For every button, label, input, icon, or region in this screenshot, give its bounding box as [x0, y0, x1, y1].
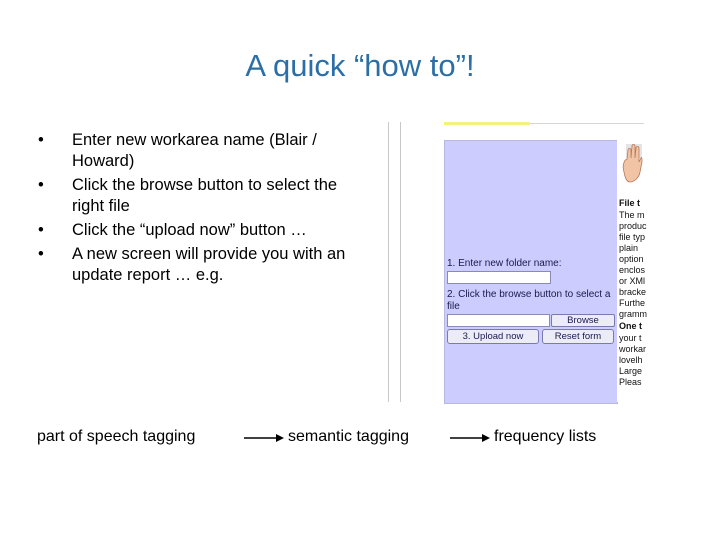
instruction-text: A new screen will provide you with an update report … e.g.	[72, 245, 346, 284]
sidebar-line: Large	[619, 366, 643, 376]
reset-form-button[interactable]: Reset form	[542, 329, 614, 344]
sidebar-line: gramm	[619, 309, 648, 319]
instruction-list	[38, 130, 368, 289]
sidebar-line: Furthe	[619, 298, 646, 308]
instruction-item	[38, 130, 368, 172]
upload-now-button[interactable]: 3. Upload now	[447, 329, 539, 344]
instruction-item	[38, 175, 368, 217]
instruction-item	[38, 220, 368, 241]
instruction-text: Click the “upload now” button …	[72, 221, 307, 239]
flow-step-semantic-tagging: semantic tagging	[288, 428, 409, 445]
slide-title: A quick “how to”!	[245, 48, 475, 83]
sidebar-line: plain	[619, 243, 639, 253]
browse-instruction-label-cont: file	[447, 301, 460, 312]
arrow-right-icon	[244, 432, 284, 444]
instruction-text: Click the browse button to select the right file	[72, 176, 338, 215]
flow-step-pos-tagging: part of speech tagging	[37, 428, 196, 445]
bullet-icon: •	[38, 221, 44, 239]
sidebar-line: enclos	[619, 265, 646, 275]
sidebar-heading: One t	[619, 321, 643, 331]
sidebar-heading: File t	[619, 198, 641, 208]
sidebar-line: or XMl	[619, 276, 646, 286]
instruction-text: Enter new workarea name (Blair / Howard)	[72, 131, 317, 170]
divider-line	[388, 122, 389, 402]
arrow-right-icon	[450, 432, 490, 444]
hand-icon	[620, 142, 642, 188]
upload-form-panel	[444, 140, 618, 404]
sidebar-line: produc	[619, 221, 647, 231]
sidebar-line: Pleas	[619, 377, 642, 387]
help-sidebar	[617, 140, 648, 402]
sidebar-line: option	[619, 254, 644, 264]
browse-button[interactable]: Browse	[551, 314, 615, 327]
header-strip	[444, 122, 530, 125]
instruction-item	[38, 244, 368, 286]
upload-form-screenshot	[372, 122, 648, 402]
flow-step-frequency-lists: frequency lists	[494, 428, 597, 445]
bullet-icon: •	[38, 245, 44, 263]
header-strip	[530, 123, 644, 124]
sidebar-line: your t	[619, 333, 642, 343]
sidebar-line: file typ	[619, 232, 646, 242]
folder-name-label: 1. Enter new folder name:	[447, 258, 562, 269]
file-path-input[interactable]	[447, 314, 550, 327]
divider-line	[400, 122, 401, 402]
folder-name-input[interactable]	[447, 271, 551, 284]
sidebar-line: workar	[619, 344, 647, 354]
browse-instruction-label: 2. Click the browse button to select a	[447, 289, 611, 300]
sidebar-line: The m	[619, 210, 645, 220]
bullet-icon: •	[38, 131, 44, 149]
sidebar-line: bracke	[619, 287, 647, 297]
bullet-icon: •	[38, 176, 44, 194]
sidebar-line: lovelh	[619, 355, 643, 365]
